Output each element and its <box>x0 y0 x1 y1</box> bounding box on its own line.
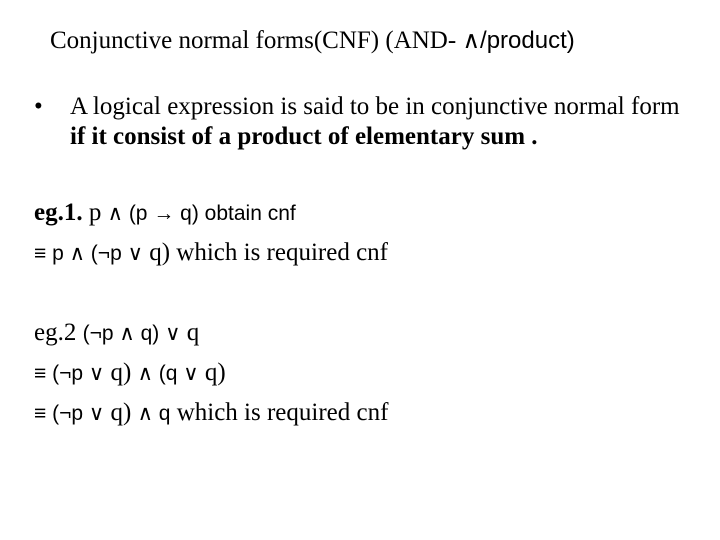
example-2-step-1-serif-2: q) <box>198 359 226 386</box>
example-2-line <box>34 318 199 349</box>
title-text: Conjunctive normal forms(CNF) (AND- <box>50 27 463 54</box>
bullet-dot-icon: • <box>34 93 43 120</box>
example-1-result-line <box>34 238 388 269</box>
example-2-label: eg.2 <box>34 319 83 346</box>
example-2-expr-sans: (¬p ∧ q) ∨ <box>82 322 181 345</box>
definition-text <box>70 92 694 152</box>
example-2-step-2-sym-1: ≡ (¬p ∨ <box>34 402 105 425</box>
definition-bold-text: if it consist of a product of elementary sum . <box>70 123 538 150</box>
example-1-result-symbols: ≡ p ∧ (¬p ∨ <box>34 242 143 265</box>
example-1-expr-serif: p <box>82 199 108 226</box>
example-2-expr-serif: q <box>180 319 200 346</box>
example-1-result-text: q) which is required cnf <box>142 239 389 266</box>
definition-normal-text: A logical expression is said to be in conjunctive normal form <box>70 93 680 120</box>
example-2-step-2-line <box>34 398 388 429</box>
example-2-step-1-sym-2: ∧ (q ∨ <box>137 362 199 385</box>
example-2-step-1-line <box>34 358 226 389</box>
title-symbol-text: ∧/product) <box>462 27 575 54</box>
definition-bullet <box>34 92 694 152</box>
example-2-step-2-sym-2: ∧ q <box>137 402 171 425</box>
example-2-step-1-serif-1: q) <box>104 359 138 386</box>
example-2-step-2-serif-1: q) <box>104 399 138 426</box>
example-1-line <box>34 198 296 229</box>
example-2-step-1-sym-1: ≡ (¬p ∨ <box>34 362 105 385</box>
slide-title <box>50 26 575 56</box>
example-1-expr-sans: ∧ (p → q) obtain cnf <box>107 202 296 225</box>
example-1-label: eg.1. <box>34 199 83 226</box>
example-2-step-2-serif-2: which is required cnf <box>170 399 389 426</box>
